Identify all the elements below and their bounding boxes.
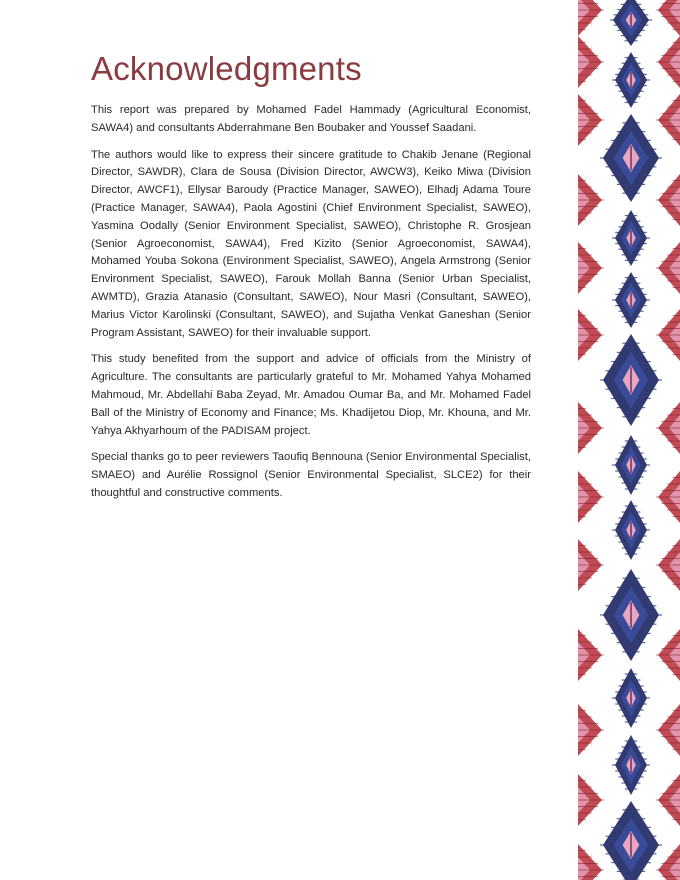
paragraph-peer-reviewers: Special thanks go to peer reviewers Taoufiq Bennouna (Senior Environmental Specialist, SMAEO) and Aurélie Rossignol (Senior Environmental Specialist, SLCE2) for their thoughtful and constructive comments. <box>91 451 531 499</box>
ikat-pattern-strip <box>578 0 680 880</box>
page-title: Acknowledgments <box>91 50 362 87</box>
ikat-pattern <box>578 0 680 880</box>
paragraph-ministry: This study benefited from the support and advice of officials from the Ministry of Agriculture. The consultants are particularly grateful to Mr. Mohamed Yahya Mohamed Mahmoud, Mr. Abdellahi Baba Zeyad, Mr. Amadou Oumar Ba, and Mr. Mohamed Fadel Ball of the Ministry of Economy and Finance; Ms. Khadijetou Diop, Mr. Khouna, and Mr. Yahya Akhyarhoum of the PADISAM project. <box>91 353 531 437</box>
acknowledgments-section <box>91 50 531 512</box>
paragraph-gratitude: The authors would like to express their sincere gratitude to Chakib Jenane (Regional Director, SAWDR), Clara de Sousa (Division Director, AWCW3), Keiko Miwa (Division Director, AWCF1), Ellysar Baroudy (Practice Manager, SAWEO), Elhadj Adama Toure (Practice Manager, SAWA4), Paola Agostini (Chief Environment Specialist, SAWEO), Yasmina Oodally (Senior Environment Specialist, SAWEO), Christophe R. Grosjean (Senior Agroeconomist, SAWA4), Fred Kizito (Senior Agroeconomist, SAWA4), Mohamed Youba Sokona (Environment Specialist, SAWEO), Angela Armstrong (Senior Environment Specialist, SAWEO), Farouk Mollah Banna (Senior Urban Specialist, AWMTD), Grazia Atanasio (Consultant, SAWEO), Nour Masri (Consultant, SAWEO), Marius Victor Karolinski (Consultant, SAWEO), and Sujatha Venkat Ganeshan (Senior Program Assistant, SAWEO) for their invaluable support. <box>91 148 531 339</box>
paragraph-authors: This report was prepared by Mohamed Fadel Hammady (Agricultural Economist, SAWA4) and consultants Abderrahmane Ben Boubaker and Youssef Saadani. <box>91 104 531 134</box>
